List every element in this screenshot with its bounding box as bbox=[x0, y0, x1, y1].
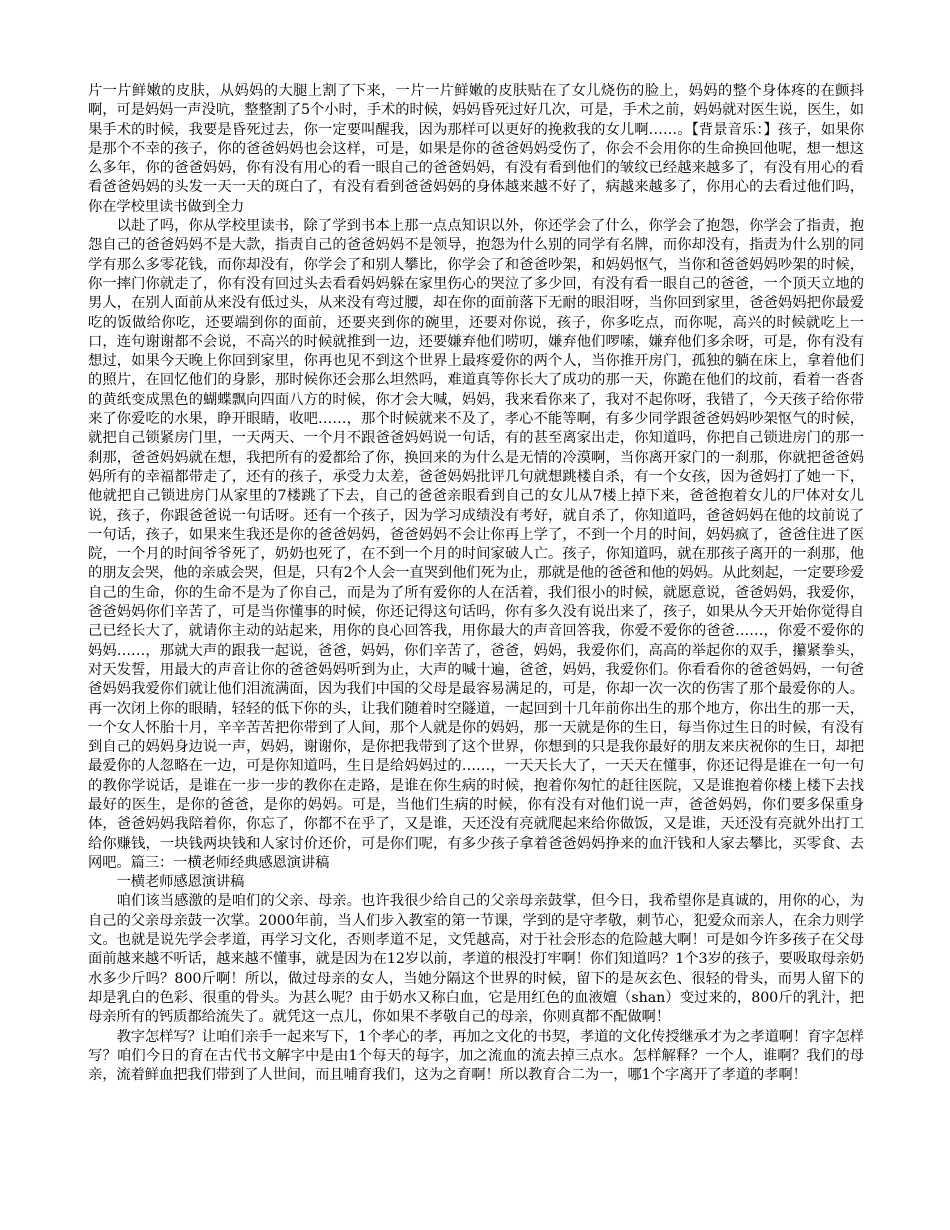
paragraph-3: 咱们该当感激的是咱们的父亲、母亲。也许我很少给自己的父亲母亲鼓掌，但今日，我希望你是真诚的，用你的心，为自己的父亲母亲鼓一次掌。2000年前，当人们步入教室的第一节课，学到的是守孝敬，刺节心，犯爱众而亲人，在余力则学文。也就是说先学会孝道，再学习文化，否则孝道不足，文凭越高，对于社会形态的危险越大啊！可是如今许多孩子在父母面前越来越不听话，越来越不懂事，就是因为在12岁以前，孝道的根没打牢啊！你们知道吗？1个3岁的孩子，要吸取母亲奶水多少斤吗？800斤啊！所以，做过母亲的女人，当她分隔这个世界的时候，留下的是灰玄色、很轻的骨头，而男人留下的却是乳白的色彩、很重的骨头。为甚么呢？由于奶水又称白血，它是用红色的血液嬗（shan）变过来的，800斤的乳汁，把母亲所有的钙质都给流失了。就凭这一点儿，你如果不孝敬自己的母亲，你则真都不配做啊！ bbox=[88, 893, 864, 1026]
paragraph-4: 教字怎样写？让咱们亲手一起来写下，1个孝心的孝，再加之文化的书契，孝道的文化传授继承才为之孝道啊！育字怎样写？咱们今日的育在古代书文解字中是由1个每天的每字，加之流血的流去掉三点水。怎样解释？一个人，谁啊？我们的母亲，流着鲜血把我们带到了人世间，而且哺育我们，这为之育啊！所以教育合二为一，哪1个字离开了孝道的孝啊！ bbox=[88, 1028, 864, 1084]
document-body bbox=[88, 82, 864, 1085]
speech-title: 一横老师感恩演讲稿 bbox=[116, 874, 245, 891]
paragraph-2: 以赴了吗，你从学校里读书，除了学到书本上那一点点知识以外，你还学会了什么，你学会了抱怨，你学会了指责，抱怨自己的爸爸妈妈不是大款，指责自己的爸爸妈妈不是领导，抱怨为什么别的同学有名牌，而你却没有，指责为什么别的同学有那么多零花钱，而你却没有，你学会了和别人攀比，你学会了和爸爸吵架，和妈妈怄气，当你和爸爸妈妈吵架的时候，你一摔门你就走了，你有没有回过头去看看妈妈躲在家里伤心的哭泣了多少回，有没有看一眼自己的爸爸，一个顶天立地的男人，在别人面前从来没有低过头，从来没有弯过腰，却在你的面前落下无耐的眼泪呀，当你回到家里，爸爸妈妈把你最爱吃的饭做给你吃，还要端到你的面前，还要夹到你的碗里，还要对你说，孩子，你多吃点，而你呢，高兴的时候就吃上一口，连句谢谢都不会说，不高兴的时候就推到一边，还要嫌弃他们唠叨，嫌弃他们啰嗦，嫌弃他们多余呀，可是，你有没有想过，如果今天晚上你回到家里，你再也见不到这个世界上最疼爱你的两个人，当你推开房门，孤独的躺在床上，拿着他们的照片，在回忆他们的身影，那时候你还会那么坦然吗，难道真等你长大了成功的那一天，你跪在他们的坟前，看着一沓沓的黄纸变成黑色的蝴蝶飘向四面八方的时候，你才会大喊，妈妈，我来看你来了，我对不起你呀，我错了，今天孩子给你带来了你爱吃的水果，睁开眼睛，收吧……，那个时候就来不及了，孝心不能等啊，有多少同学跟爸爸妈妈吵架怄气的时候，就把自己锁紧房门里，一天两天、一个月不跟爸爸妈妈说一句话，有的甚至离家出走，你知道吗，你把自己锁进房门的那一刹那，爸爸妈妈就在想，我把所有的爱都给了你，换回来的为什么是无情的冷漠啊，当你离开家门的一刹那，你就把爸爸妈妈所有的幸福都带走了，还有的孩子，承受力太差，爸爸妈妈批评几句就想跳楼自杀，有一个女孩，因为爸妈打了她一下，他就把自己锁进房门从家里的7楼跳了下去，自己的爸爸亲眼看到自己的女儿从7楼上掉下来，爸爸抱着女儿的尸体对女儿说，孩子，你跟爸爸说一句话呀。还有一个孩子，因为学习成绩没有考好，就自杀了，你知道吗，爸爸妈妈在他的坟前说了一句话，孩子，如果来生我还是你的爸爸妈妈，爸爸妈妈不会让你再上学了，不到一个月的时间，妈妈疯了，爸爸住进了医院，一个月的时间爷爷死了，奶奶也死了，在不到一个月的时间家破人亡。孩子，你知道吗，就在那孩子离开的一刹那，他的朋友会哭，他的亲戚会哭，但是，只有2个人会一直哭到他们死为止，那就是他的爸爸和他的妈妈。从此刻起，一定要珍爱自己的生命，你的生命不是为了你自己，而是为了所有爱你的人在活着，我们很小的时候，就愿意说，爸爸妈妈，我爱你，爸爸妈妈你们辛苦了，可是当你懂事的时候，你还记得这句话吗，你有多久没有说出来了，孩子，如果从今天开始你觉得自己已经长大了，就请你主动的站起来，用你的良心回答我，用你最大的声音回答我，你爱不爱你的爸爸……，你爱不爱你的妈妈……，那就大声的跟我一起说，爸爸，妈妈，你们辛苦了，爸爸，妈妈，我爱你们，高高的举起你的双手，攥紧拳头，对天发誓，用最大的声音让你的爸爸妈妈听到为止，大声的喊十遍，爸爸，妈妈，我爱你们。你看看你的爸爸妈妈，一句爸爸妈妈我爱你们就让他们泪流满面，因为我们中国的父母是最容易满足的，可是，你却一次一次的伤害了那个最爱你的人。再一次闭上你的眼睛，轻轻的低下你的头，让我们随着时空隧道，一起回到十几年前你出生的那个地方，你出生的那一天，一个女人怀胎十月，辛辛苦苦把你带到了人间，那个人就是你的妈妈，那一天就是你的生日，每当你过生日的时候，有没有到自己的妈妈身边说一声，妈妈，谢谢你，是你把我带到了这个世界，你想到的只是我你最好的朋友来庆祝你的生日，却把最爱你的人忽略在一边，可是你知道吗，生日是给妈妈过的……，一天天长大了，一天天在懂事，你还记得是谁在一句一句的教你学说话，是谁在一步一步的教你在走路，是谁在你生病的时候，抱着你匆忙的赶往医院，又是谁抱着你楼上楼下去找最好的医生，是你的爸爸，是你的妈妈。可是，当他们生病的时候，你有没有对他们说一声，爸爸妈妈，你们要多保重身体，爸爸妈妈我陪着你，你忘了，你都不在乎了，又是谁，天还没有亮就爬起来给你做饭，又是谁，天还没有亮就外出打工给你赚钱，一块钱两块钱和人家讨价还价，可是你们呢，有多少孩子拿着爸爸妈妈挣来的血汗钱和人家去攀比，买零食、去网吧。篇三：一横老师经典感恩演讲稿 bbox=[88, 218, 864, 871]
paragraph-1: 片一片鲜嫩的皮肤，从妈妈的大腿上割了下来，一片一片鲜嫩的皮肤贴在了女儿烧伤的脸上，妈妈的整个身体疼的在颤抖啊，可是妈妈一声没吭，整整割了5个小时，手术的时候，妈妈昏死过好几次，可是，手术之前，妈妈就对医生说，医生，如果手术的时候，我要是昏死过去，你一定要叫醒我，因为那样可以更好的挽救我的女儿啊……。【背景音乐：】孩子，如果你是那个不幸的孩子，你的爸爸妈妈也会这样，可是，如果是你的爸爸妈妈受伤了，你会不会用你的生命换回他呢，想一想这么多年，你的爸爸妈妈，你有没有用心的看一眼自己的爸爸妈妈，有没有看到他们的皱纹已经越来越多了，有没有用心的看看爸爸妈妈的头发一天一天的斑白了，有没有看到爸爸妈妈的身体越来越不好了，病越来越多了，你用心的去看过他们吗，你在学校里读书做到全力 bbox=[88, 83, 864, 215]
